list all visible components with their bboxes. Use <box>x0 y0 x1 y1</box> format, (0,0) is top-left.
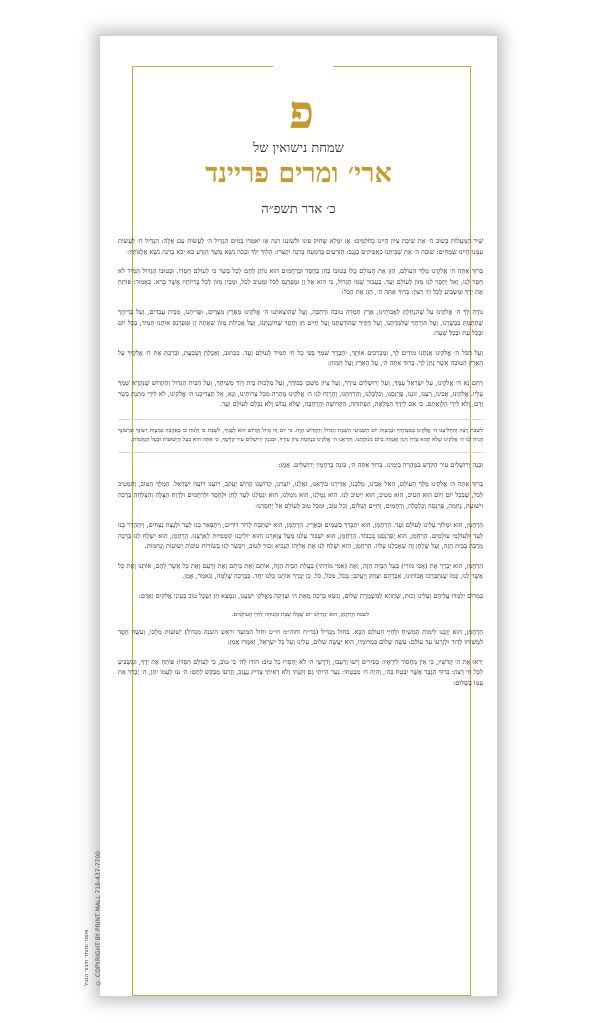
divider <box>118 419 483 420</box>
prayer-paragraph: בַּמָּרוֹם יְלַמְּדוּ עֲלֵיהֶם וְעָלֵינוּ זְכוּת, שֶׁתְּהֵא לְמִשְׁמֶרֶת שָׁלוֹם, וְנִשָּׂא בְרָכָה מֵאֵת ה׳ וּצְדָקָה מֵאֱלֹקֵי יִשְׁעֵנוּ, וְנִמְצָא חֵן וְשֵׂכֶל טוֹב בְּעֵינֵי אֱלֹקִים וְאָדָם: <box>138 592 483 601</box>
bencher-card <box>84 36 497 996</box>
prayer-paragraph: בָּרוּךְ אַתָּה ה׳ אֱלֹקֵינוּ מֶלֶךְ הָעוֹלָם, הָאֵל אָבִינוּ, מַלְכֵּנוּ, אַדִּירֵנוּ בּוֹרְאֵנוּ, גֹּאֲלֵנוּ, יוֹצְרֵנוּ, קְדוֹשֵׁנוּ קְדוֹשׁ יַעֲקֹב, רוֹעֵנוּ רוֹעֵה יִשְׂרָאֵל. הַמֶּלֶךְ הַטּוֹב, וְהַמֵּטִיב לַכֹּל, שֶׁבְּכָל יוֹם וָיוֹם הוּא הֵטִיב, הוּא מֵטִיב, הוּא יֵיטִיב לָנוּ. הוּא גְמָלָנוּ, הוּא גוֹמְלֵנוּ, הוּא יִגְמְלֵנוּ לָעַד לְחֵן וּלְחֶסֶד וּלְרַחֲמִים וּלְרֶוַח הַצָּלָה וְהַצְלָחָה בְּרָכָה וִישׁוּעָה, נֶחָמָה, פַּרְנָסָה וְכַלְכָּלָה, וְרַחֲמִים, וְחַיִּים וְשָׁלוֹם, וְכָל טוֹב, וּמִכָּל טוּב לְעוֹלָם אַל יְחַסְּרֵנוּ: <box>118 480 483 510</box>
prayer-paragraph: יְראוּ אֶת ה׳ קְדֹשָׁיו, כִּי אֵין מַחְסוֹר לִירֵאָיו: כְּפִירִים רָשׁוּ וְרָעֵבוּ, וְדֹרְשֵׁי ה׳ לֹא יַחְסְרוּ כָל טוֹב: הוֹדוּ לַה׳ כִּי טוֹב, כִּי לְעוֹלָם חַסְדּוֹ: פּוֹתֵחַ אֶת יָדֶךָ, וּמַשְׂבִּיעַ לְכָל חַי רָצוֹן: בָּרוּךְ הַגֶּבֶר אֲשֶׁר יִבְטַח בַּה׳, וְהָיָה ה׳ מִבְטַחוֹ: נַעַר הָיִיתִי גַּם זָקַנְתִּי וְלֹא רָאִיתִי צַדִּיק נֶעֱזָב, וְזַרְעוֹ מְבַקֶּשׁ לָחֶם: ה׳ עֹז לְעַמּוֹ יִתֵּן, ה׳ יְבָרֵךְ אֶת עַמּוֹ בַשָּׁלוֹם: <box>118 657 483 688</box>
prayer-paragraph: וּבְנֵה יְרוּשָׁלַיִם עִיר הַקֹּדֶשׁ בִּמְהֵרָה בְיָמֵינוּ. בָּרוּךְ אַתָּה ה׳, בּוֹנֵה בְרַחֲמָיו יְרוּשָׁלָיִם. אָמֵן: <box>278 460 483 469</box>
couple-names: ארי׳ ומרים פריינד <box>205 158 392 189</box>
event-date: כ׳ אדר תשפ״ה <box>261 202 336 217</box>
prayer-paragraph: הָרַחֲמָן, הוּא יְזַכֵּנוּ לִימוֹת הַמָּשִׁיחַ וּלְחַיֵּי הָעוֹלָם הַבָּא. בחול מַגְדִּיל (בר״ח וחוה״מ ויו״ט וחול המועד וראש השנה מִגְדּוֹל) יְשׁוּעוֹת מַלְכּוֹ, וְעֹשֶׂה חֶסֶד לִמְשִׁיחוֹ לְדָוִד וּלְזַרְעוֹ עַד עוֹלָם: עֹשֶׂה שָׁלוֹם בִּמְרוֹמָיו, הוּא יַעֲשֶׂה שָׁלוֹם, עָלֵינוּ וְעַל כָּל יִשְׂרָאֵל, וְאִמְרוּ אָמֵן: <box>118 627 483 647</box>
shabbat-insert: לשבת רְצֵה וְהַחֲלִיצֵנוּ ה׳ אֱלֹקֵינוּ בְּמִצְוֹתֶיךָ וּבְמִצְוַת יוֹם הַשְּׁבִיעִי הַשַּׁבָּת הַגָּדוֹל וְהַקָּדוֹשׁ הַזֶּה. כִּי יוֹם זֶה גָּדוֹל וְקָדוֹשׁ הוּא לְפָנֶיךָ, לִשְׁבָּת בּוֹ וְלָנוּחַ בּוֹ בְּאַהֲבָה כְּמִצְוַת רְצוֹנֶךָ וּבִרְצוֹנְךָ הָנִיחַ לָנוּ ה׳ אֱלֹקֵינוּ שֶׁלֹּא תְהֵא צָרָה וְיָגוֹן וַאֲנָחָה בְּיוֹם מְנוּחָתֵנוּ. וְהַרְאֵנוּ ה׳ אֱלֹקֵינוּ בְּנֶחָמַת צִיּוֹן עִירֶךָ, וּבְבִנְיַן יְרוּשָׁלַיִם עִיר קָדְשֶׁךָ, כִּי אַתָּה הוּא בַּעַל הַיְשׁוּעוֹת וּבַעַל הַנֶּחָמוֹת. <box>118 427 483 443</box>
prayer-paragraph: הָרַחֲמָן, הוּא יְבָרֵךְ אֶת (אָבִי מוֹרִי) בַּעַל הַבַּיִת הַזֶּה, וְאֶת (אִמִּי מוֹרָתִי) בַּעֲלַת הַבַּיִת הַזֶּה, אוֹתָם וְאֶת בֵּיתָם וְאֶת זַרְעָם וְאֶת כָּל אֲשֶׁר לָהֶם, אוֹתָנוּ וְאֶת כָּל אֲשֶׁר לָנוּ, כְּמוֹ שֶׁנִּתְבָּרְכוּ אֲבוֹתֵינוּ, אַבְרָהָם יִצְחָק וְיַעֲקֹב: בַּכֹּל, מִכֹּל, כֹּל. כֵּן יְבָרֵךְ אוֹתָנוּ כֻּלָּנוּ יַחַד. בִּבְרָכָה שְׁלֵמָה, וְנֹאמַר, אָמֵן. <box>118 561 483 581</box>
border-gap <box>273 63 333 71</box>
shabbat-line: לשבת הָרַחֲמָן, הוּא יַנְחִילֵנוּ יוֹם שֶׁכֻּלּוֹ שַׁבָּת וּמְנוּחָה לְחַיֵּי הָעוֹלָמִים. <box>231 611 370 618</box>
copyright-notice: © COPYRIGHT BY PRINT MALL 718-437-7700 <box>95 851 102 986</box>
side-note: איסור ומותר חיבור הגבל <box>84 929 90 986</box>
monogram-logo: פ <box>288 85 315 139</box>
prayer-paragraph: רַחֵם נָא ה׳ אֱלֹקֵינוּ, עַל יִשְׂרָאֵל עַמֶּךָ, וְעַל יְרוּשָׁלַיִם עִירֶךָ, וְעַל צִיּוֹן מִשְׁכַּן כְּבוֹדֶךָ, וְעַל מַלְכוּת בֵּית דָּוִד מְשִׁיחֶךָ, וְעַל הַבַּיִת הַגָּדוֹל וְהַקָּדוֹשׁ שֶׁנִּקְרָא שִׁמְךָ עָלָיו. אֱלֹקֵינוּ, אָבִינוּ, רְעֵנוּ, זוּנֵנוּ, פַּרְנְסֵנוּ, וְכַלְכְּלֵנוּ, וְהַרְוִיחֵנוּ, וְהַרְוַח לָנוּ ה׳ אֱלֹקֵינוּ מְהֵרָה מִכָּל צָרוֹתֵינוּ, וְנָא, אַל תַּצְרִיכֵנוּ ה׳ אֱלֹקֵינוּ, לֹא לִידֵי מַתְּנַת בָּשָׂר וָדָם, וְלֹא לִידֵי הַלְוָאָתָם. כִּי אִם לְיָדְךָ הַמְּלֵאָה, הַפְּתוּחָה, הַקְּדוֹשָׁה וְהָרְחָבָה, שֶׁלֹּא נֵבוֹשׁ וְלֹא נִכָּלֵם לְעוֹלָם וָעֶד. <box>118 378 483 409</box>
prayer-paragraph: נוֹדֶה לְּךָ ה׳ אֱלֹקֵינוּ עַל שֶׁהִנְחַלְתָּ לַאֲבוֹתֵינוּ, אֶרֶץ חֶמְדָּה טוֹבָה וּרְחָבָה, וְעַל שֶׁהוֹצֵאתָנוּ ה׳ אֱלֹקֵינוּ מֵאֶרֶץ מִצְרַיִם, וּפְדִיתָנוּ, מִבֵּית עֲבָדִים, וְעַל בְּרִיתְךָ שֶׁחָתַמְתָּ בִּבְשָׂרֵנוּ, וְעַל תּוֹרָתְךָ שֶׁלִּמַּדְתָּנוּ, וְעַל חֻקֶּיךָ שֶׁהוֹדַעְתָּנוּ וְעַל חַיִּים חֵן וָחֶסֶד שֶׁחוֹנַנְתָּנוּ, וְעַל אֲכִילַת מָזוֹן שָׁאַתָּה זָן וּמְפַרְנֵס אוֹתָנוּ תָּמִיד, בְּכָל יוֹם וּבְכָל עֵת וּבְכָל שָׁעָה: <box>118 307 483 338</box>
prayer-paragraph: בָּרוּךְ אַתָּה ה׳ אֱלֹקֵינוּ מֶלֶךְ הָעוֹלָם, הַזָּן אֶת הָעוֹלָם כֻּלּוֹ בְּטוּבוֹ בְּחֵן בְּחֶסֶד וּבְרַחֲמִים הוּא נוֹתֵן לֶחֶם לְכָל בָּשָׂר כִּי לְעוֹלָם חַסְדּוֹ. וּבְטוּבוֹ הַגָּדוֹל תָּמִיד לֹא חָסַר לָנוּ, וְאַל יֶחְסַר לָנוּ מָזוֹן לְעוֹלָם וָעֶד. בַּעֲבוּר שְׁמוֹ הַגָּדוֹל, כִּי הוּא אֵל זָן וּמְפַרְנֵס לַכֹּל וּמֵטִיב לַכֹּל, וּמֵכִין מָזוֹן לְכָל בְּרִיּוֹתָיו אֲשֶׁר בָּרָא. כָּאָמוּר: פּוֹתֵחַ אֶת יָדֶךָ וּמַשְׂבִּיעַ לְכָל חַי רָצוֹן: בָּרוּךְ אַתָּה ה׳, הַזָּן אֶת הַכֹּל: <box>118 267 483 297</box>
prayer-text <box>118 236 483 980</box>
prayer-paragraph: וְעַל הַכֹּל ה׳ אֱלֹקֵינוּ אֲנַחְנוּ מוֹדִים לָךְ, וּמְבָרְכִים אוֹתָךְ, יִתְבָּרַךְ שִׁמְךָ בְּפִי כָּל חַי תָּמִיד לְעוֹלָם וָעֶד. כַּכָּתוּב, וְאָכַלְתָּ וְשָׂבָעְתָּ, וּבֵרַכְתָּ אֶת ה׳ אֱלֹקֶיךָ עַל הָאָרֶץ הַטּוֹבָה אֲשֶׁר נָתַן לָךְ. בָּרוּךְ אַתָּה ה׳, עַל הָאָרֶץ וְעַל הַמָּזוֹן: <box>118 348 483 368</box>
occasion-title: שמחת נישואין של <box>253 141 344 156</box>
prayer-paragraph: שִׁיר הַמַּעֲלוֹת בְּשׁוּב ה׳ אֶת שִׁיבַת צִיּוֹן הָיִינוּ כְּחֹלְמִים: אָז יִמָּלֵא שְׂחוֹק פִּינוּ וּלְשׁוֹנֵנוּ רִנָּה אָז יֹאמְרוּ בַגּוֹיִם הִגְדִּיל ה׳ לַעֲשׂוֹת עִם אֵלֶּה: הִגְדִּיל ה׳ לַעֲשׂוֹת עִמָּנוּ הָיִינוּ שְׂמֵחִים: שׁוּבָה ה׳ אֶת שְׁבִיתֵנוּ כַּאֲפִיקִים בַּנֶּגֶב: הַזֹּרְעִים בְּדִמְעָה בְּרִנָּה יִקְצֹרוּ: הָלוֹךְ יֵלֵךְ וּבָכֹה נֹשֵׂא מֶשֶׁךְ הַזָּרַע בֹּא יָבֹא בְרִנָּה נֹשֵׂא אֲלֻמֹּתָיו: <box>118 237 483 256</box>
divider <box>118 452 483 453</box>
prayer-paragraph: הָרַחֲמָן, הוּא יִמְלוֹךְ עָלֵינוּ לְעוֹלָם וָעֶד. הָרַחֲמָן, הוּא יִתְבָּרַךְ בַּשָּׁמַיִם וּבָאָרֶץ. הָרַחֲמָן, הוּא יִשְׁתַּבַּח לְדוֹר דּוֹרִים, וְיִתְפָּאַר בָּנוּ לָעַד וּלְנֵצַח נְצָחִים, וְיִתְהַדַּר בָּנוּ לָעַד וּלְעוֹלְמֵי עוֹלָמִים. הָרַחֲמָן, הוּא יְפַרְנְסֵנוּ בְּכָבוֹד. הָרַחֲמָן, הוּא יִשְׁבּוֹר עֻלֵּנוּ מֵעַל צַוָּארֵנוּ וְהוּא יוֹלִיכֵנוּ קוֹמְמִיּוּת לְאַרְצֵנוּ. הָרַחֲמָן, הוּא יִשְׁלַח לָנוּ בְּרָכָה מְרֻבָּה בְּבַיִת הַזֶּה, וְעַל שֻׁלְחָן זֶה שֶׁאָכַלְנוּ עָלָיו. הָרַחֲמָן, הוּא יִשְׁלַח לָנוּ אֶת אֵלִיָּהוּ הַנָּבִיא זָכוּר לַטּוֹב, וִיבַשֶּׂר לָנוּ בְּשׂוֹרוֹת טוֹבוֹת יְשׁוּעוֹת וְנֶחָמוֹת. <box>118 521 483 551</box>
